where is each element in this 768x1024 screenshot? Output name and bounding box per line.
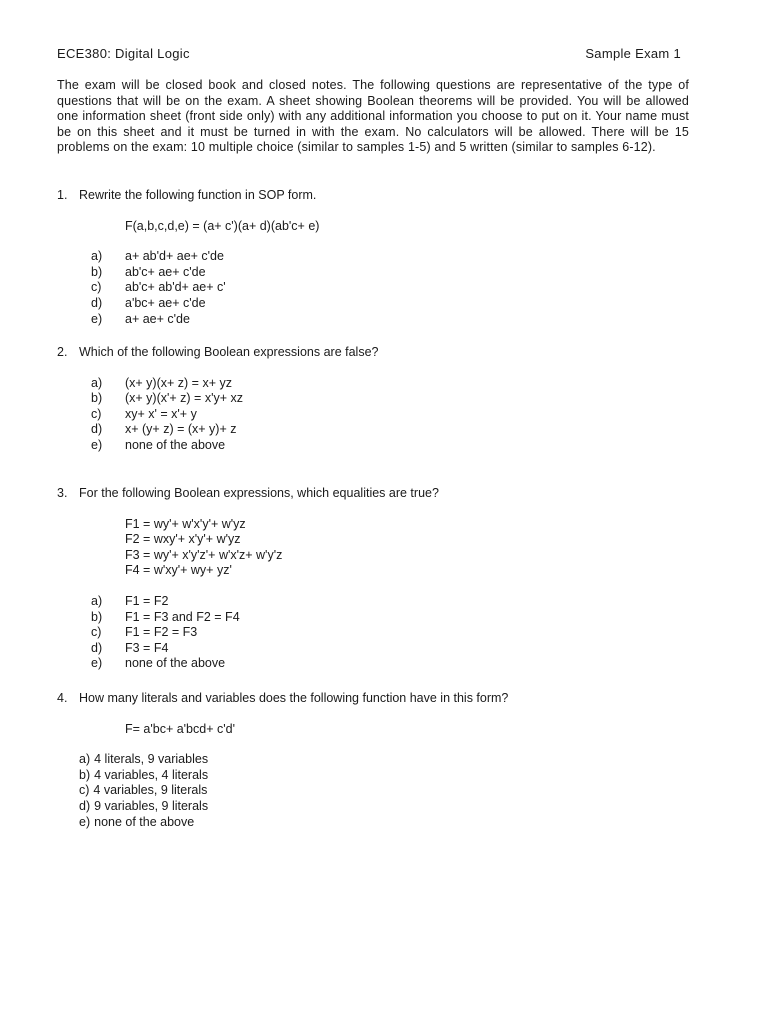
option-letter: b)	[91, 609, 103, 624]
option-text: none of the above	[94, 814, 195, 829]
option-c	[79, 783, 697, 799]
option-text: (x+ y)(x'+ z) = x'y+ xz	[125, 391, 243, 406]
option-text: none of the above	[125, 656, 226, 671]
option-text: F1 = F3 and F2 = F4	[125, 609, 240, 624]
option-letter: c)	[91, 406, 102, 421]
option-letter: c)	[91, 280, 102, 295]
option-letter: b)	[79, 767, 91, 782]
question-4	[57, 691, 697, 830]
question-text: Rewrite the following function in SOP form.	[79, 188, 317, 202]
option-b	[91, 610, 697, 626]
option-a	[91, 594, 697, 610]
expression-line: F= a'bc+ a'bcd+ c'd'	[125, 721, 235, 736]
option-d	[91, 641, 697, 657]
option-letter: b)	[91, 264, 103, 279]
option-text: 4 variables, 9 literals	[93, 783, 208, 798]
option-e	[91, 312, 697, 328]
option-b	[91, 265, 697, 281]
option-c	[91, 625, 697, 641]
option-letter: d)	[91, 640, 103, 655]
option-letter: c)	[91, 625, 102, 640]
option-c	[91, 280, 697, 296]
option-letter: e)	[91, 656, 103, 671]
option-text: a+ ab'd+ ae+ c'de	[125, 249, 224, 264]
expression-line: F4 = w'xy'+ wy+ yz'	[125, 563, 232, 578]
option-letter: d)	[91, 295, 103, 310]
question-text: Which of the following Boolean expressions are false?	[79, 345, 379, 359]
option-d	[91, 296, 697, 312]
option-e	[79, 815, 697, 831]
course-title: ECE380: Digital Logic	[57, 46, 190, 61]
question-expressions	[57, 219, 697, 235]
option-text: F3 = F4	[125, 640, 169, 655]
option-letter: a)	[91, 249, 103, 264]
expression-line: F2 = wxy'+ x'y'+ w'yz	[125, 532, 241, 547]
option-letter: a)	[79, 752, 91, 767]
option-text: a'bc+ ae+ c'de	[125, 295, 206, 310]
option-text: (x+ y)(x+ z) = x+ yz	[125, 375, 232, 390]
question-text: For the following Boolean expressions, which equalities are true?	[79, 486, 439, 500]
option-text: ab'c+ ab'd+ ae+ c'	[125, 280, 226, 295]
option-text: 4 literals, 9 variables	[94, 752, 209, 767]
page-header	[57, 46, 681, 62]
option-d	[79, 799, 697, 815]
option-e	[91, 656, 697, 672]
option-b	[91, 391, 697, 407]
question-text: How many literals and variables does the following function have in this form?	[79, 691, 509, 705]
answer-options	[57, 752, 697, 830]
option-text: F1 = F2 = F3	[125, 625, 198, 640]
question-number: 2.	[57, 345, 68, 359]
option-letter: d)	[79, 798, 91, 813]
option-c	[91, 407, 697, 423]
option-text: 4 variables, 4 literals	[94, 767, 209, 782]
question-number: 4.	[57, 691, 68, 705]
answer-options	[57, 376, 697, 454]
option-text: a+ ae+ c'de	[125, 311, 190, 326]
expression-line: F(a,b,c,d,e) = (a+ c')(a+ d)(ab'c+ e)	[125, 218, 320, 233]
answer-options	[57, 249, 697, 327]
option-text: F1 = F2	[125, 593, 169, 608]
exam-title: Sample Exam 1	[585, 46, 681, 61]
option-letter: e)	[91, 311, 103, 326]
option-letter: e)	[79, 814, 91, 829]
option-text: 9 variables, 9 literals	[94, 798, 209, 813]
option-a	[91, 376, 697, 392]
question-number: 3.	[57, 486, 68, 500]
question-2	[57, 345, 697, 454]
option-a	[91, 249, 697, 265]
question-number: 1.	[57, 188, 68, 202]
option-text: x+ (y+ z) = (x+ y)+ z	[125, 422, 237, 437]
option-letter: a)	[91, 593, 103, 608]
question-expressions	[57, 517, 697, 579]
expression-line: F3 = wy'+ x'y'z'+ w'x'z+ w'y'z	[125, 547, 283, 562]
option-text: xy+ x' = x'+ y	[125, 406, 197, 421]
option-letter: d)	[91, 422, 103, 437]
question-expressions	[57, 722, 697, 738]
option-letter: e)	[91, 437, 103, 452]
option-b	[79, 768, 697, 784]
option-e	[91, 438, 697, 454]
question-3	[57, 486, 697, 672]
intro-paragraph: The exam will be closed book and closed notes. The following questions are representative of the type of questions that will be on the exam. A sheet showing Boolean theorems will be provided. You will be allowed one information sheet (front side only) with any additional information you choose to put on it. Your name must be on this sheet and it must be turned in with the exam. No calculators will be allowed. There will be 15 problems on the exam: 10 multiple choice (similar to samples 1-5) and 5 written (similar to samples 6-12).	[57, 78, 689, 155]
option-letter: a)	[91, 375, 103, 390]
option-letter: b)	[91, 391, 103, 406]
option-text: none of the above	[125, 437, 226, 452]
option-text: ab'c+ ae+ c'de	[125, 264, 206, 279]
option-letter: c)	[79, 783, 90, 798]
expression-line: F1 = wy'+ w'x'y'+ w'yz	[125, 516, 246, 531]
answer-options	[57, 594, 697, 672]
question-1	[57, 188, 697, 327]
option-d	[91, 422, 697, 438]
option-a	[79, 752, 697, 768]
